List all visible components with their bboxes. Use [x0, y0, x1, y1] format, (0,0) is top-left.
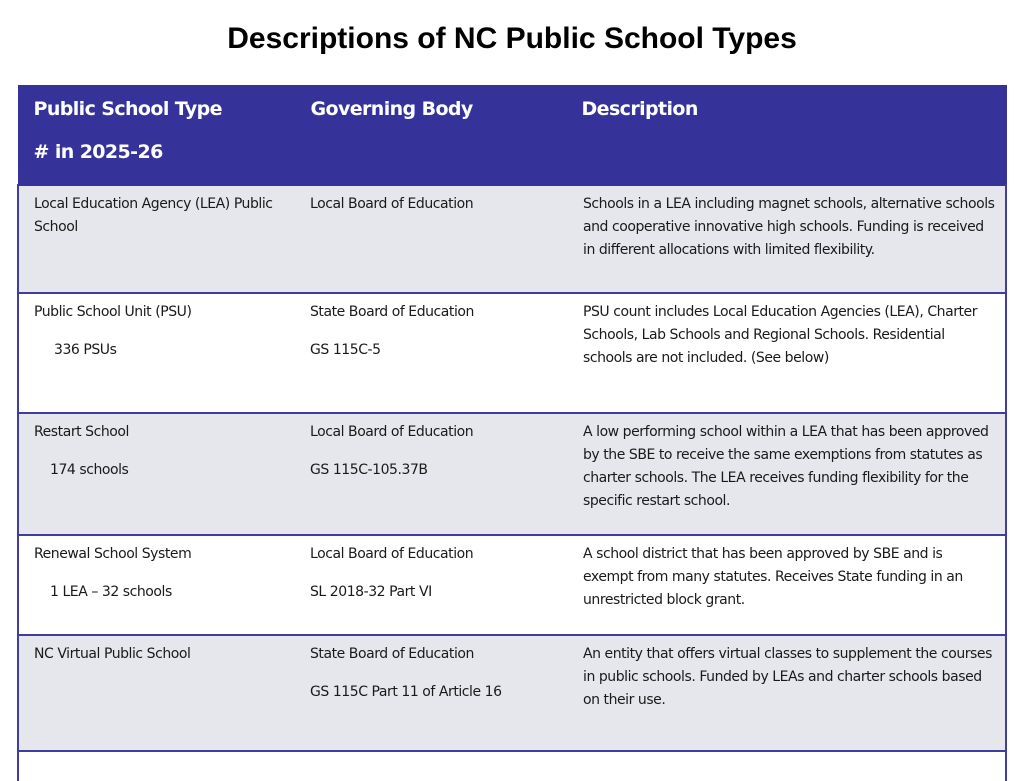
cell-governing-body	[295, 413, 566, 535]
description: Schools in a LEA including magnet schools, alternative schools and cooperative innovative high schools. Funding is received in different allocations with limited flexibility.	[583, 196, 995, 258]
school-count: 336 PSUs	[54, 342, 117, 358]
governing-body: State Board of Education	[310, 304, 474, 320]
description: An entity that offers virtual classes to supplement the courses in public schools. Funded by LEAs and charter schools based on their use.	[583, 646, 992, 708]
cell-school-type	[18, 293, 295, 413]
cell-description	[566, 293, 1006, 413]
cell-description	[566, 535, 1006, 635]
governing-body: State Board of Education	[310, 646, 474, 662]
header-school-type-label: Public School Type	[33, 98, 222, 120]
description: A low performing school within a LEA that has been approved by the SBE to receive the same exemptions from statutes as charter schools. The LEA receives funding flexibility for the specific restart school.	[583, 424, 989, 509]
cell-empty	[295, 751, 566, 781]
cell-governing-body	[295, 535, 566, 635]
header-governing-body	[295, 85, 566, 185]
header-school-type	[18, 85, 295, 185]
table-row-virtual	[18, 635, 1006, 751]
cell-empty	[566, 751, 1006, 781]
governing-body: Local Board of Education	[310, 424, 474, 440]
statute: SL 2018-32 Part VI	[310, 584, 432, 600]
table-row-cutoff	[18, 751, 1006, 781]
header-description	[566, 85, 1006, 185]
school-count: 174 schools	[50, 462, 129, 478]
statute: GS 115C-5	[310, 342, 381, 358]
header-governing-body-label: Governing Body	[310, 98, 473, 120]
school-types-table-container	[17, 85, 1005, 781]
cell-description	[566, 413, 1006, 535]
school-types-table	[17, 85, 1007, 781]
table-row-restart	[18, 413, 1006, 535]
header-description-label: Description	[581, 98, 698, 120]
cell-school-type	[18, 413, 295, 535]
cell-description	[566, 185, 1006, 293]
table-row-lea	[18, 185, 1006, 293]
statute: GS 115C-105.37B	[310, 462, 428, 478]
statute: GS 115C Part 11 of Article 16	[310, 684, 502, 700]
cell-empty	[18, 751, 295, 781]
governing-body: Local Board of Education	[310, 546, 474, 562]
header-count-label: # in 2025-26	[33, 141, 163, 163]
description: PSU count includes Local Education Agencies (LEA), Charter Schools, Lab Schools and Regional Schools. Residential schools are not included. (See below)	[583, 304, 978, 366]
school-type: NC Virtual Public School	[34, 646, 191, 662]
governing-body: Local Board of Education	[310, 196, 474, 212]
cell-governing-body	[295, 185, 566, 293]
school-count: 1 LEA – 32 schools	[50, 584, 172, 600]
school-type: Renewal School System	[34, 546, 192, 562]
school-type: Restart School	[34, 424, 129, 440]
table-body	[18, 185, 1006, 781]
school-type: Public School Unit (PSU)	[34, 304, 192, 320]
cell-school-type	[18, 535, 295, 635]
description: A school district that has been approved by SBE and is exempt from many statutes. Receives State funding in an unrestricted block grant.	[583, 546, 963, 608]
cell-governing-body	[295, 635, 566, 751]
cell-school-type	[18, 635, 295, 751]
cell-governing-body	[295, 293, 566, 413]
cell-description	[566, 635, 1006, 751]
cell-school-type	[18, 185, 295, 293]
table-header	[18, 85, 1006, 185]
table-row-psu	[18, 293, 1006, 413]
table-row-renewal	[18, 535, 1006, 635]
page-title: Descriptions of NC Public School Types	[227, 22, 797, 55]
header-row	[18, 85, 1006, 185]
school-type: Local Education Agency (LEA) Public School	[34, 196, 273, 235]
